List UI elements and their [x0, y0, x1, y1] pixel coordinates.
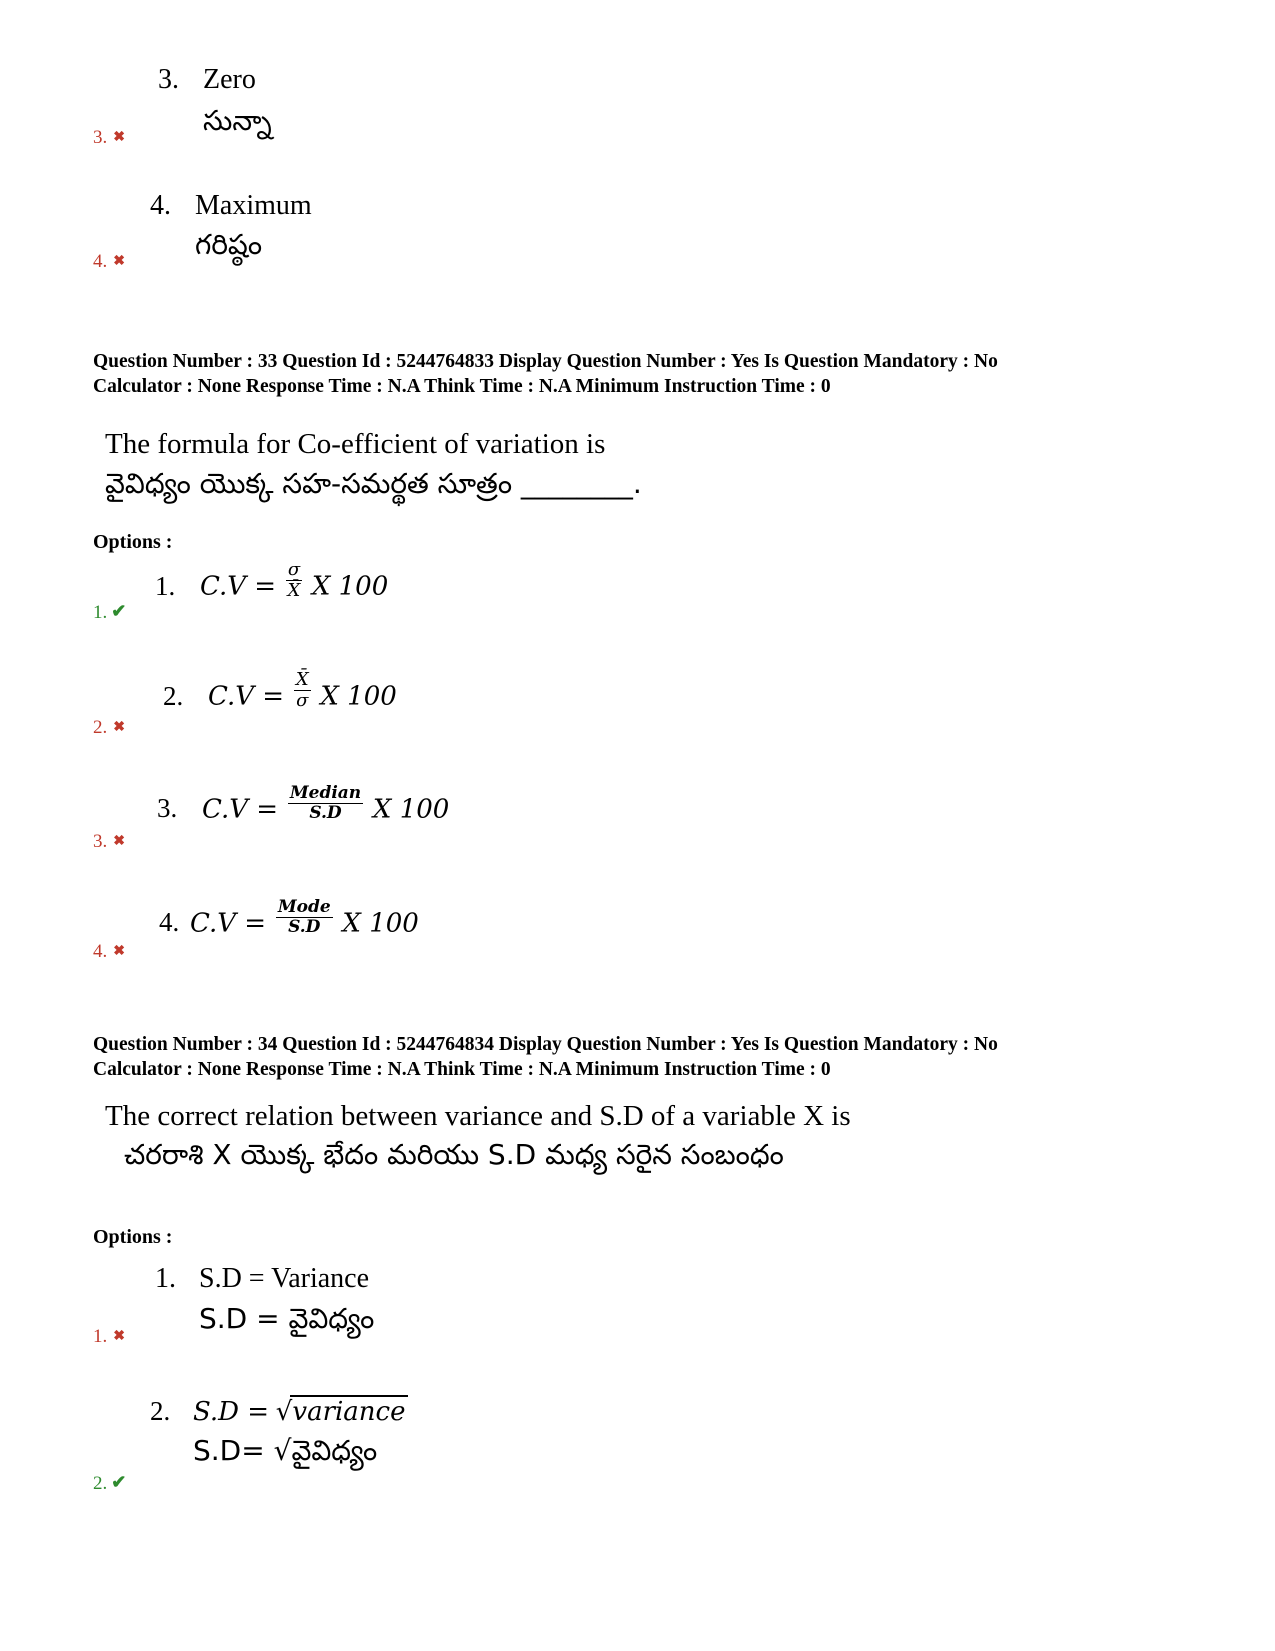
fraction-numerator: Median [289, 783, 362, 803]
option-number: 3. [157, 793, 178, 824]
option-text-te: సున్నా [203, 104, 272, 137]
options-heading: Options : [93, 531, 173, 553]
option-number: 4. [159, 907, 180, 938]
option-text-te: S.D = వైవిధ్యం [199, 1302, 375, 1335]
question-meta-line1: Question Number : 33 Question Id : 5244764833 Display Question Number : Yes Is Question Mandatory : No [93, 351, 998, 372]
formula-lhs: S.D = [193, 1397, 270, 1427]
sqrt-sign-icon: √ [275, 1397, 293, 1427]
wrong-mark-icon: ✖ [113, 834, 125, 849]
fraction-denominator: X̄ [287, 579, 301, 601]
wrong-mark-icon: ✖ [113, 720, 125, 735]
formula-lhs: C.V = [208, 681, 285, 712]
formula-rhs: X 100 [311, 571, 389, 602]
correct-check-icon: ✔ [111, 601, 127, 621]
question-meta-line2: Calculator : None Response Time : N.A Think Time : N.A Minimum Instruction Time : 0 [93, 1059, 831, 1080]
wrong-mark-icon: ✖ [113, 944, 125, 959]
formula-rhs: X 100 [342, 908, 419, 939]
formula-rhs: X 100 [320, 681, 397, 712]
option-index-label: 2. ✔ [93, 1472, 127, 1494]
fraction-denominator: σ [296, 689, 309, 711]
sqrt-radicand: variance [292, 1397, 406, 1427]
formula-lhs: C.V = [200, 571, 277, 602]
option-index-label: 3. ✖ [93, 127, 125, 148]
wrong-mark-icon: ✖ [113, 1329, 125, 1344]
formula-rhs: X 100 [372, 794, 450, 825]
option-number: 1. [155, 1263, 176, 1294]
option-number: 2. [163, 680, 184, 711]
options-heading: Options : [93, 1226, 173, 1248]
question-meta-line1: Question Number : 34 Question Id : 5244764834 Display Question Number : Yes Is Question Mandatory : No [93, 1034, 998, 1055]
option-index-label: 3. ✖ [93, 831, 125, 852]
option-text-te: గరిష్ఠం [195, 228, 263, 261]
formula-fraction [286, 560, 302, 601]
fraction-numerator: σ [287, 559, 301, 580]
correct-check-icon: ✔ [111, 1472, 127, 1492]
question-text-te: చరరాశి X యొక్క భేదం మరియు S.D మధ్య సరైన సంబంధం [124, 1138, 784, 1171]
option-index-label: 4. ✖ [93, 251, 125, 272]
option-text-en: Zero [203, 64, 256, 95]
option-index-label: 1. ✔ [93, 601, 127, 623]
formula-fraction [276, 898, 333, 936]
option-number: 2. [150, 1396, 171, 1426]
formula-lhs: C.V = [202, 794, 279, 825]
fraction-denominator: S.D [288, 916, 321, 937]
fraction-numerator: X̄ [295, 669, 309, 690]
question-text-en: The formula for Co-efficient of variation is [105, 428, 606, 460]
option-text-te: S.D= √వైవిధ్యం [193, 1434, 378, 1467]
option-index-label: 1. ✖ [93, 1326, 125, 1347]
option-number: 1. [155, 570, 176, 601]
option-index-label: 2. ✖ [93, 717, 125, 738]
formula-lhs: C.V = [190, 908, 267, 939]
question-text-te: వైవిధ్యం యొక్క సహ-సమర్థత సూత్రం ________. [105, 467, 642, 500]
formula-fraction [294, 670, 311, 711]
option-number: 3. [158, 64, 179, 95]
option-index-label: 4. ✖ [93, 941, 125, 962]
option-text-en: S.D = Variance [199, 1263, 370, 1294]
option-number: 4. [150, 190, 171, 221]
question-meta-line2: Calculator : None Response Time : N.A Think Time : N.A Minimum Instruction Time : 0 [93, 376, 831, 397]
fraction-denominator: S.D [309, 802, 342, 823]
fraction-numerator: Mode [277, 897, 331, 917]
question-text-en: The correct relation between variance and S.D of a variable X is [105, 1100, 851, 1132]
formula-fraction [288, 784, 363, 822]
option-text-en: Maximum [195, 190, 312, 221]
wrong-mark-icon: ✖ [113, 254, 125, 269]
wrong-mark-icon: ✖ [113, 130, 125, 145]
